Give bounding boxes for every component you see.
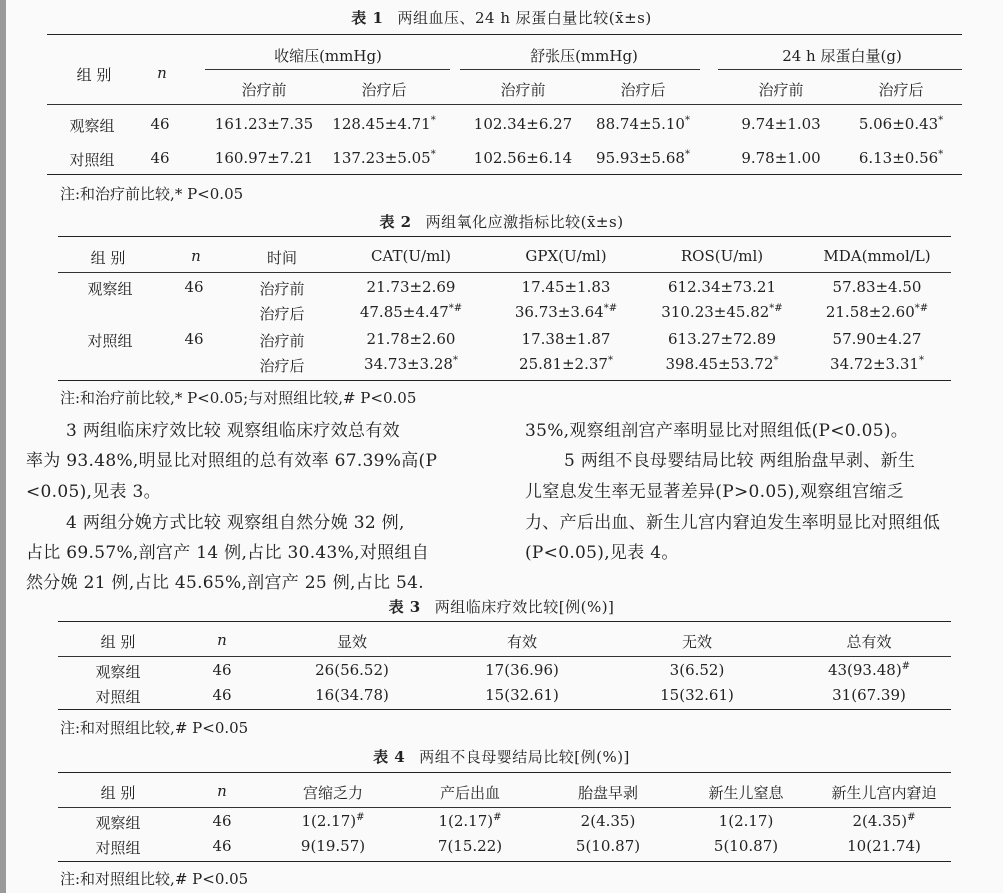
table-header: 组 别 bbox=[100, 784, 136, 802]
table-cell: 46 bbox=[212, 661, 232, 679]
header-sbp: 收缩压(mmHg) bbox=[274, 47, 382, 65]
table-cell: 5(10.87) bbox=[713, 837, 779, 855]
body-line: 5 两组不良母婴结局比较 两组胎盘早剥、新生 bbox=[564, 451, 916, 471]
table-cell: 3(6.52) bbox=[669, 661, 725, 679]
table-header: 有效 bbox=[506, 633, 538, 651]
table-cell: 观察组 bbox=[95, 814, 141, 832]
table-cell: 2(4.35)# bbox=[852, 812, 916, 830]
table-cell: 46 bbox=[150, 115, 170, 133]
table-rule bbox=[58, 807, 951, 808]
table-cell: 46 bbox=[212, 686, 232, 704]
table-3-caption: 表 3 两组临床疗效比较[例(%)] bbox=[388, 598, 615, 616]
table-header: GPX(U/ml) bbox=[525, 247, 607, 265]
subheader: 治疗前 bbox=[500, 81, 546, 99]
table-rule bbox=[58, 861, 951, 862]
table-header: 时间 bbox=[266, 249, 298, 267]
table-cell: 26(56.52) bbox=[315, 661, 389, 679]
table-cell: 2(4.35) bbox=[580, 812, 636, 830]
table-cell: 46 bbox=[212, 812, 232, 830]
table-cell: 对照组 bbox=[87, 332, 133, 350]
table-cell: 21.78±2.60 bbox=[366, 330, 456, 348]
table-note: 注:和对照组比较,# P<0.05 bbox=[60, 719, 249, 737]
table-cell: 6.13±0.56* bbox=[858, 149, 944, 167]
table-cell: 57.90±4.27 bbox=[832, 330, 922, 348]
table-cell: 160.97±7.21 bbox=[214, 149, 314, 167]
table-header: 新生儿窒息 bbox=[708, 784, 784, 802]
table-rule bbox=[58, 656, 951, 657]
table-header: 宫缩乏力 bbox=[302, 784, 364, 802]
table-header: 组 别 bbox=[100, 633, 136, 651]
table-rule bbox=[58, 772, 951, 773]
body-line: 35%,观察组剖宫产率明显比对照组低(P<0.05)。 bbox=[525, 421, 909, 441]
table-cell: 46 bbox=[212, 837, 232, 855]
table-cell: 5(10.87) bbox=[575, 837, 641, 855]
table-cell: 10(21.74) bbox=[847, 837, 921, 855]
table-4-caption: 表 4 两组不良母婴结局比较[例(%)] bbox=[373, 748, 630, 766]
table-cell: 34.72±3.31* bbox=[830, 355, 924, 373]
table-header: CAT(U/ml) bbox=[371, 247, 451, 265]
body-line: 4 两组分娩方式比较 观察组自然分娩 32 例, bbox=[66, 513, 405, 533]
subheader: 治疗后 bbox=[620, 81, 666, 99]
table-cell: 治疗前 bbox=[259, 332, 305, 350]
table-rule bbox=[58, 272, 951, 273]
table-cell: 17(36.96) bbox=[485, 661, 559, 679]
table-cell: 对照组 bbox=[69, 151, 115, 169]
body-line: 然分娩 21 例,占比 45.65%,剖宫产 25 例,占比 54. bbox=[26, 573, 424, 593]
table-header: 显效 bbox=[336, 633, 368, 651]
table-rule bbox=[58, 621, 951, 622]
table-cell: 310.23±45.82*# bbox=[661, 303, 783, 321]
table-header: 组 别 bbox=[90, 249, 126, 267]
table-cell: 7(15.22) bbox=[437, 837, 503, 855]
subheader: 治疗前 bbox=[758, 81, 804, 99]
table-rule bbox=[47, 104, 962, 105]
table-cell: 观察组 bbox=[69, 117, 115, 135]
table-cell: 5.06±0.43* bbox=[858, 115, 944, 133]
table-cell: 治疗后 bbox=[259, 357, 305, 375]
table-header: 总有效 bbox=[846, 633, 892, 651]
body-line: 儿窒息发生率无显著差异(P>0.05),观察组宫缩乏 bbox=[525, 482, 905, 502]
body-line: 3 两组临床疗效比较 观察组临床疗效总有效 bbox=[66, 421, 400, 441]
table-note: 注:和对照组比较,# P<0.05 bbox=[60, 870, 249, 888]
body-line: 力、产后出血、新生儿宫内窘迫发生率明显比对照组低 bbox=[525, 513, 941, 533]
table-cell: 15(32.61) bbox=[485, 686, 559, 704]
table-cell: 21.73±2.69 bbox=[366, 278, 456, 296]
table-cell: 34.73±3.28* bbox=[364, 355, 458, 373]
table-header: 无效 bbox=[681, 633, 713, 651]
table-cell: 1(2.17)# bbox=[301, 812, 365, 830]
table-cell: 9.74±1.03 bbox=[741, 115, 821, 133]
table-cell: 25.81±2.37* bbox=[519, 355, 613, 373]
table-header: n bbox=[217, 782, 227, 800]
table-cell: 9(19.57) bbox=[300, 837, 366, 855]
table-header: 新生儿宫内窘迫 bbox=[831, 784, 937, 802]
table-cell: 102.56±6.14 bbox=[473, 149, 573, 167]
table-cell: 对照组 bbox=[95, 688, 141, 706]
table-cell: 95.93±5.68* bbox=[596, 149, 690, 167]
table-header: 产后出血 bbox=[439, 784, 501, 802]
table-rule bbox=[718, 69, 962, 70]
table-cell: 102.34±6.27 bbox=[473, 115, 573, 133]
table-cell: 15(32.61) bbox=[660, 686, 734, 704]
body-line: <0.05),见表 3。 bbox=[26, 482, 161, 502]
table-2-caption: 表 2 两组氧化应激指标比较(x̄±s) bbox=[379, 213, 624, 231]
table-cell: 47.85±4.47*# bbox=[359, 303, 463, 321]
table-cell: 161.23±7.35 bbox=[214, 115, 314, 133]
table-cell: 613.27±72.89 bbox=[668, 330, 776, 348]
table-rule bbox=[58, 236, 951, 237]
table-cell: 16(34.78) bbox=[315, 686, 389, 704]
table-cell: 17.45±1.83 bbox=[521, 278, 611, 296]
table-cell: 观察组 bbox=[87, 280, 133, 298]
table-rule bbox=[205, 69, 450, 70]
table-cell: 治疗前 bbox=[259, 280, 305, 298]
table-rule bbox=[47, 34, 962, 35]
table-cell: 36.73±3.64*# bbox=[514, 303, 618, 321]
table-note: 注:和治疗前比较,* P<0.05 bbox=[60, 185, 244, 203]
subheader: 治疗前 bbox=[241, 81, 287, 99]
table-cell: 137.23±5.05* bbox=[332, 149, 436, 167]
table-rule bbox=[47, 174, 962, 175]
table-header: n bbox=[217, 631, 227, 649]
table-cell: 43(93.48)# bbox=[827, 661, 911, 679]
header-urine-protein: 24 h 尿蛋白量(g) bbox=[782, 47, 902, 65]
header-group: 组 别 bbox=[76, 66, 112, 84]
table-cell: 对照组 bbox=[95, 839, 141, 857]
table-cell: 46 bbox=[184, 330, 204, 348]
table-cell: 398.45±53.72* bbox=[665, 355, 779, 373]
header-dbp: 舒张压(mmHg) bbox=[530, 47, 638, 65]
table-rule bbox=[58, 709, 951, 710]
subheader: 治疗后 bbox=[878, 81, 924, 99]
table-cell: 观察组 bbox=[95, 663, 141, 681]
table-cell: 88.74±5.10* bbox=[596, 115, 690, 133]
table-rule bbox=[460, 69, 700, 70]
table-cell: 128.45±4.71* bbox=[332, 115, 436, 133]
table-cell: 21.58±2.60*# bbox=[825, 303, 929, 321]
subheader: 治疗后 bbox=[361, 81, 407, 99]
table-header: n bbox=[191, 247, 201, 265]
table-header: ROS(U/ml) bbox=[680, 247, 764, 265]
table-cell: 17.38±1.87 bbox=[521, 330, 611, 348]
table-cell: 46 bbox=[184, 278, 204, 296]
table-cell: 46 bbox=[150, 149, 170, 167]
header-n: n bbox=[157, 64, 167, 82]
table-cell: 治疗后 bbox=[259, 305, 305, 323]
table-header: 胎盘早剥 bbox=[577, 784, 639, 802]
table-cell: 31(67.39) bbox=[832, 686, 906, 704]
table-cell: 612.34±73.21 bbox=[668, 278, 776, 296]
table-cell: 9.78±1.00 bbox=[741, 149, 821, 167]
table-cell: 1(2.17)# bbox=[438, 812, 502, 830]
body-line: 占比 69.57%,剖宫产 14 例,占比 30.43%,对照组自 bbox=[26, 543, 429, 563]
table-header: MDA(mmol/L) bbox=[823, 247, 931, 265]
table-cell: 57.83±4.50 bbox=[832, 278, 922, 296]
body-line: (P<0.05),见表 4。 bbox=[525, 543, 679, 563]
table-1-caption: 表 1 两组血压、24 h 尿蛋白量比较(x̄±s) bbox=[351, 9, 652, 27]
table-note: 注:和治疗前比较,* P<0.05;与对照组比较,# P<0.05 bbox=[60, 389, 417, 407]
body-line: 率为 93.48%,明显比对照组的总有效率 67.39%高(P bbox=[26, 451, 438, 471]
table-rule bbox=[58, 380, 951, 381]
table-cell: 1(2.17) bbox=[718, 812, 774, 830]
